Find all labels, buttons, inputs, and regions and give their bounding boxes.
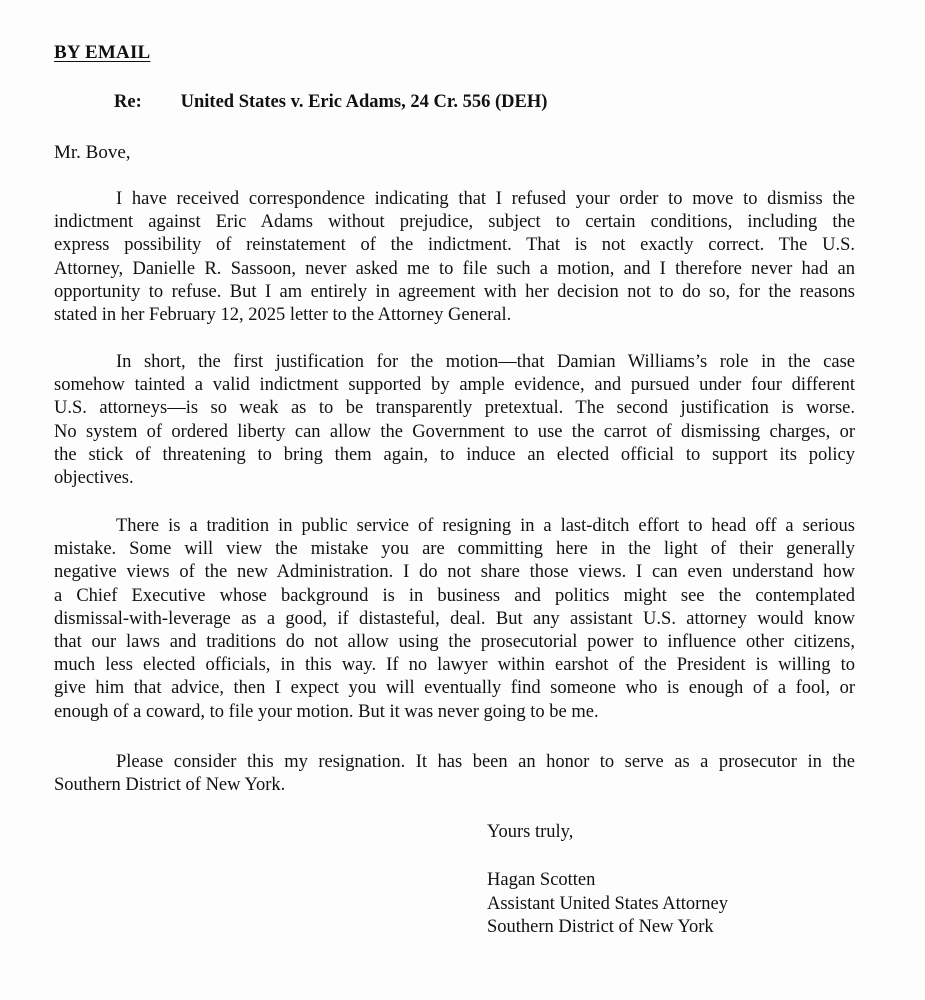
paragraph-line: a Chief Executive whose background is in business and politics might see the contemplated — [54, 585, 855, 606]
paragraph-line: objectives. — [54, 468, 134, 489]
paragraph-2 — [54, 351, 855, 490]
paragraph-line: indictment against Eric Adams without prejudice, subject to certain conditions, including the — [54, 212, 855, 233]
re-label: Re: — [114, 92, 142, 112]
case-caption: United States v. Eric Adams, 24 Cr. 556 (DEH) — [180, 92, 548, 112]
delivery-method-heading: BY EMAIL — [54, 42, 151, 63]
paragraph-line: give him that advice, then I expect you will eventually find someone who is enough of a fool, or — [54, 678, 855, 699]
signer-title: Assistant United States Attorney — [487, 893, 728, 914]
signer-name: Hagan Scotten — [487, 870, 596, 890]
paragraph-line: I have received correspondence indicating that I refused your order to move to dismiss the — [116, 189, 855, 209]
paragraph-line: negative views of the new Administration. I do not share those views. I can even understand how — [54, 562, 855, 583]
re-subject-line — [114, 92, 547, 113]
paragraph-line: In short, the first justification for the motion—that Damian Williams’s role in the case — [116, 352, 855, 372]
paragraph-line: much less elected officials, in this way. If no lawyer within earshot of the President is willing to — [54, 655, 855, 676]
paragraph-3 — [54, 515, 855, 724]
paragraph-line: opportunity to refuse. But I am entirely in agreement with her decision not to do so, for the reasons — [54, 281, 855, 302]
paragraph-line: Southern District of New York. — [54, 775, 286, 796]
paragraph-line: There is a tradition in public service of resigning in a last-ditch effort to head off a serious — [116, 516, 855, 536]
salutation: Mr. Bove, — [54, 142, 131, 163]
closing: Yours truly, — [487, 822, 574, 842]
paragraph-line: Attorney, Danielle R. Sassoon, never asked me to file such a motion, and I therefore never had an — [54, 258, 855, 279]
paragraph-line: express possibility of reinstatement of the indictment. That is not exactly correct. The U.S. — [54, 235, 855, 256]
paragraph-line: U.S. attorneys—is so weak as to be transparently pretextual. The second justification is worse. — [54, 398, 855, 419]
paragraph-line: enough of a coward, to file your motion. But it was never going to be me. — [54, 701, 599, 722]
paragraph-line: Please consider this my resignation. It has been an honor to serve as a prosecutor in the — [116, 752, 855, 772]
paragraph-line: dismissal-with-leverage as a good, if distasteful, deal. But any assistant U.S. attorney would know — [54, 608, 855, 629]
signer-office: Southern District of New York — [487, 917, 714, 937]
paragraph-1 — [54, 188, 855, 327]
paragraph-line: mistake. Some will view the mistake you are committing here in the light of their generally — [54, 539, 855, 560]
signature-block — [487, 869, 728, 940]
paragraph-line: stated in her February 12, 2025 letter to the Attorney General. — [54, 305, 512, 326]
paragraph-4 — [54, 751, 855, 797]
paragraph-line: that our laws and traditions do not allow using the prosecutorial power to influence other citizens, — [54, 632, 855, 653]
paragraph-line: somehow tainted a valid indictment supported by ample evidence, and pursued under four different — [54, 375, 855, 396]
paragraph-line: the stick of threatening to bring them again, to induce an elected official to support its policy — [54, 444, 855, 465]
paragraph-line: No system of ordered liberty can allow the Government to use the carrot of dismissing charges, or — [54, 421, 855, 442]
